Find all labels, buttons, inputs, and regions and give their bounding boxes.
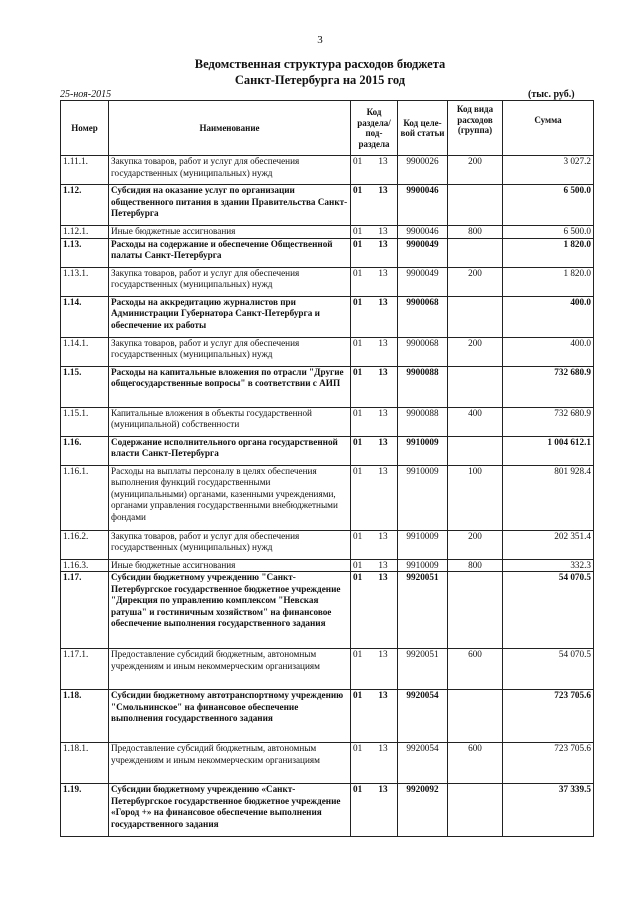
row-section <box>351 559 398 572</box>
header-section: Код раздела/ под- раздела <box>351 101 398 156</box>
row-article: 9920054 <box>398 690 448 743</box>
row-razdel: 01 <box>353 530 363 541</box>
row-razdel: 01 <box>353 407 363 418</box>
row-section <box>351 407 398 436</box>
row-number: 1.13. <box>61 238 109 267</box>
row-expense-type: 800 <box>448 226 503 239</box>
row-podrazdel: 13 <box>378 407 388 418</box>
row-article: 9910009 <box>398 436 448 465</box>
row-name: Расходы на аккредитацию журналистов при Администрации Губернатора Санкт-Петербурга и обеспечение их работы <box>109 296 351 337</box>
row-number: 1.18. <box>61 690 109 743</box>
row-podrazdel: 13 <box>378 296 388 307</box>
row-section <box>351 784 398 837</box>
page-number: 3 <box>317 34 323 46</box>
row-name: Закупка товаров, работ и услуг для обеспечения государственных (муниципальных) нужд <box>109 267 351 296</box>
row-podrazdel: 13 <box>378 156 388 166</box>
row-article: 9920054 <box>398 743 448 784</box>
row-section <box>351 743 398 784</box>
row-sum: 801 928.4 <box>503 465 594 530</box>
row-sum: 54 070.5 <box>503 572 594 649</box>
header-expense-type: Код вида расходов (группа) <box>448 101 503 156</box>
table-body <box>61 156 594 837</box>
row-razdel: 01 <box>353 185 363 195</box>
table-row <box>61 465 594 530</box>
row-expense-type: 100 <box>448 465 503 530</box>
row-expense-type: 200 <box>448 267 503 296</box>
row-number: 1.13.1. <box>61 267 109 296</box>
row-number: 1.17. <box>61 572 109 649</box>
row-section <box>351 366 398 407</box>
row-expense-type <box>448 296 503 337</box>
row-name: Предоставление субсидий бюджетным, автономным учреждениям и иным некоммерческим организациям <box>109 649 351 690</box>
row-sum: 400.0 <box>503 296 594 337</box>
header-sum: Сумма <box>503 101 594 156</box>
row-podrazdel: 13 <box>378 572 388 582</box>
row-razdel: 01 <box>353 337 363 348</box>
row-sum: 6 500.0 <box>503 185 594 226</box>
row-razdel: 01 <box>353 649 363 659</box>
row-name: Субсидии бюджетному учреждению «Санкт-Петербургское государственное бюджетное учреждение «Город +» на финансовое обеспечение выполнения государственного задания <box>109 784 351 837</box>
row-article: 9900026 <box>398 156 448 185</box>
table-row <box>61 267 594 296</box>
row-article: 9900068 <box>398 337 448 366</box>
row-section <box>351 572 398 649</box>
row-number: 1.18.1. <box>61 743 109 784</box>
row-expense-type <box>448 436 503 465</box>
header-name: Наименование <box>109 101 351 156</box>
row-razdel: 01 <box>353 238 363 249</box>
row-number: 1.15.1. <box>61 407 109 436</box>
row-expense-type: 800 <box>448 559 503 572</box>
row-razdel: 01 <box>353 366 363 377</box>
row-razdel: 01 <box>353 296 363 307</box>
row-number: 1.11.1. <box>61 156 109 185</box>
row-article: 9900088 <box>398 407 448 436</box>
row-article: 9920051 <box>398 649 448 690</box>
row-article: 9900046 <box>398 226 448 239</box>
row-sum: 54 070.5 <box>503 649 594 690</box>
row-sum: 6 500.0 <box>503 226 594 239</box>
row-podrazdel: 13 <box>378 559 388 570</box>
row-section <box>351 465 398 530</box>
table-header <box>61 101 594 156</box>
table-row <box>61 156 594 185</box>
units-label: (тыс. руб.) <box>528 89 575 100</box>
table-row <box>61 784 594 837</box>
row-section <box>351 649 398 690</box>
header-number: Номер <box>61 101 109 156</box>
row-number: 1.14. <box>61 296 109 337</box>
row-article: 9900068 <box>398 296 448 337</box>
row-article: 9910009 <box>398 465 448 530</box>
row-section <box>351 530 398 559</box>
row-name: Субсидия на оказание услуг по организации общественного питания в здании Правительства Санкт-Петербурга <box>109 185 351 226</box>
table-row <box>61 296 594 337</box>
row-article: 9900049 <box>398 267 448 296</box>
row-name: Субсидии бюджетному автотранспортному учреждению "Смольнинское" на финансовое обеспечение выполнения государственного задания <box>109 690 351 743</box>
row-section <box>351 267 398 296</box>
row-section <box>351 436 398 465</box>
row-number: 1.16.1. <box>61 465 109 530</box>
row-expense-type <box>448 366 503 407</box>
row-name: Расходы на выплаты персоналу в целях обеспечения выполнения функций государственными (муниципальными) органами, казенными учреждениями, органами управления государственными внебюджетными фондами <box>109 465 351 530</box>
row-sum: 202 351.4 <box>503 530 594 559</box>
row-article: 9900046 <box>398 185 448 226</box>
row-number: 1.12.1. <box>61 226 109 239</box>
row-number: 1.17.1. <box>61 649 109 690</box>
row-sum: 3 027.2 <box>503 156 594 185</box>
row-article: 9920051 <box>398 572 448 649</box>
row-name: Иные бюджетные ассигнования <box>109 226 351 239</box>
row-number: 1.16.2. <box>61 530 109 559</box>
row-expense-type: 200 <box>448 530 503 559</box>
row-sum: 37 339.5 <box>503 784 594 837</box>
row-podrazdel: 13 <box>378 366 388 377</box>
table-row <box>61 743 594 784</box>
row-section <box>351 156 398 185</box>
row-expense-type <box>448 238 503 267</box>
row-name: Расходы на содержание и обеспечение Общественной палаты Санкт-Петербурга <box>109 238 351 267</box>
row-number: 1.19. <box>61 784 109 837</box>
document-date: 25-ноя-2015 <box>60 89 112 100</box>
row-razdel: 01 <box>353 436 363 447</box>
row-podrazdel: 13 <box>378 530 388 541</box>
row-sum: 1 820.0 <box>503 238 594 267</box>
row-razdel: 01 <box>353 226 363 236</box>
row-sum: 732 680.9 <box>503 407 594 436</box>
row-expense-type: 600 <box>448 743 503 784</box>
row-article: 9920092 <box>398 784 448 837</box>
table-row <box>61 238 594 267</box>
row-name: Закупка товаров, работ и услуг для обеспечения государственных (муниципальных) нужд <box>109 156 351 185</box>
row-name: Субсидии бюджетному учреждению "Санкт-Петербургское государственное бюджетное учреждение "Дирекция по управлению комплексом "Невская ратуша" и гостиничным хозяйством" на финансовое обеспечение выполнения государственного задания <box>109 572 351 649</box>
row-expense-type <box>448 784 503 837</box>
row-section <box>351 296 398 337</box>
row-podrazdel: 13 <box>378 436 388 447</box>
document-title <box>0 56 640 88</box>
row-number: 1.15. <box>61 366 109 407</box>
table-row <box>61 226 594 239</box>
row-sum: 723 705.6 <box>503 743 594 784</box>
row-razdel: 01 <box>353 690 363 700</box>
row-sum: 400.0 <box>503 337 594 366</box>
row-expense-type: 200 <box>448 337 503 366</box>
title-line-1: Ведомственная структура расходов бюджета <box>194 57 446 71</box>
title-line-2: Санкт-Петербурга на 2015 год <box>234 73 406 87</box>
table-row <box>61 559 594 572</box>
row-sum: 332.3 <box>503 559 594 572</box>
row-expense-type <box>448 690 503 743</box>
row-expense-type: 400 <box>448 407 503 436</box>
table-row <box>61 649 594 690</box>
row-number: 1.12. <box>61 185 109 226</box>
row-name: Содержание исполнительного органа государственной власти Санкт-Петербурга <box>109 436 351 465</box>
row-expense-type: 600 <box>448 649 503 690</box>
row-section <box>351 238 398 267</box>
row-razdel: 01 <box>353 559 363 570</box>
row-number: 1.14.1. <box>61 337 109 366</box>
row-article: 9910009 <box>398 559 448 572</box>
row-sum: 1 820.0 <box>503 267 594 296</box>
row-podrazdel: 13 <box>378 267 388 278</box>
table-row <box>61 407 594 436</box>
row-article: 9900088 <box>398 366 448 407</box>
row-podrazdel: 13 <box>378 784 388 794</box>
header-article: Код целе- вой статьи <box>398 101 448 156</box>
table-row <box>61 690 594 743</box>
row-section <box>351 337 398 366</box>
row-podrazdel: 13 <box>378 226 388 236</box>
row-razdel: 01 <box>353 784 363 794</box>
row-expense-type <box>448 572 503 649</box>
table-row <box>61 366 594 407</box>
row-podrazdel: 13 <box>378 337 388 348</box>
table-row <box>61 337 594 366</box>
row-name: Расходы на капитальные вложения по отрасли "Другие общегосударственные вопросы" в соответствии с АИП <box>109 366 351 407</box>
table-row <box>61 530 594 559</box>
row-razdel: 01 <box>353 465 363 476</box>
row-section <box>351 690 398 743</box>
row-number: 1.16. <box>61 436 109 465</box>
row-name: Капитальные вложения в объекты государственной (муниципальной) собственности <box>109 407 351 436</box>
row-article: 9900049 <box>398 238 448 267</box>
row-podrazdel: 13 <box>378 238 388 249</box>
row-podrazdel: 13 <box>378 649 388 659</box>
row-number: 1.16.3. <box>61 559 109 572</box>
table-row <box>61 185 594 226</box>
row-name: Предоставление субсидий бюджетным, автономным учреждениям и иным некоммерческим организациям <box>109 743 351 784</box>
row-podrazdel: 13 <box>378 743 388 753</box>
row-sum: 732 680.9 <box>503 366 594 407</box>
row-podrazdel: 13 <box>378 465 388 476</box>
row-podrazdel: 13 <box>378 185 388 195</box>
row-razdel: 01 <box>353 572 363 582</box>
row-razdel: 01 <box>353 267 363 278</box>
row-expense-type <box>448 185 503 226</box>
row-razdel: 01 <box>353 156 363 166</box>
row-section <box>351 185 398 226</box>
budget-table <box>60 100 594 837</box>
row-name: Иные бюджетные ассигнования <box>109 559 351 572</box>
row-podrazdel: 13 <box>378 690 388 700</box>
row-section <box>351 226 398 239</box>
row-sum: 1 004 612.1 <box>503 436 594 465</box>
row-name: Закупка товаров, работ и услуг для обеспечения государственных (муниципальных) нужд <box>109 530 351 559</box>
row-razdel: 01 <box>353 743 363 753</box>
row-sum: 723 705.6 <box>503 690 594 743</box>
row-article: 9910009 <box>398 530 448 559</box>
table-row <box>61 436 594 465</box>
table-row <box>61 572 594 649</box>
row-name: Закупка товаров, работ и услуг для обеспечения государственных (муниципальных) нужд <box>109 337 351 366</box>
row-expense-type: 200 <box>448 156 503 185</box>
